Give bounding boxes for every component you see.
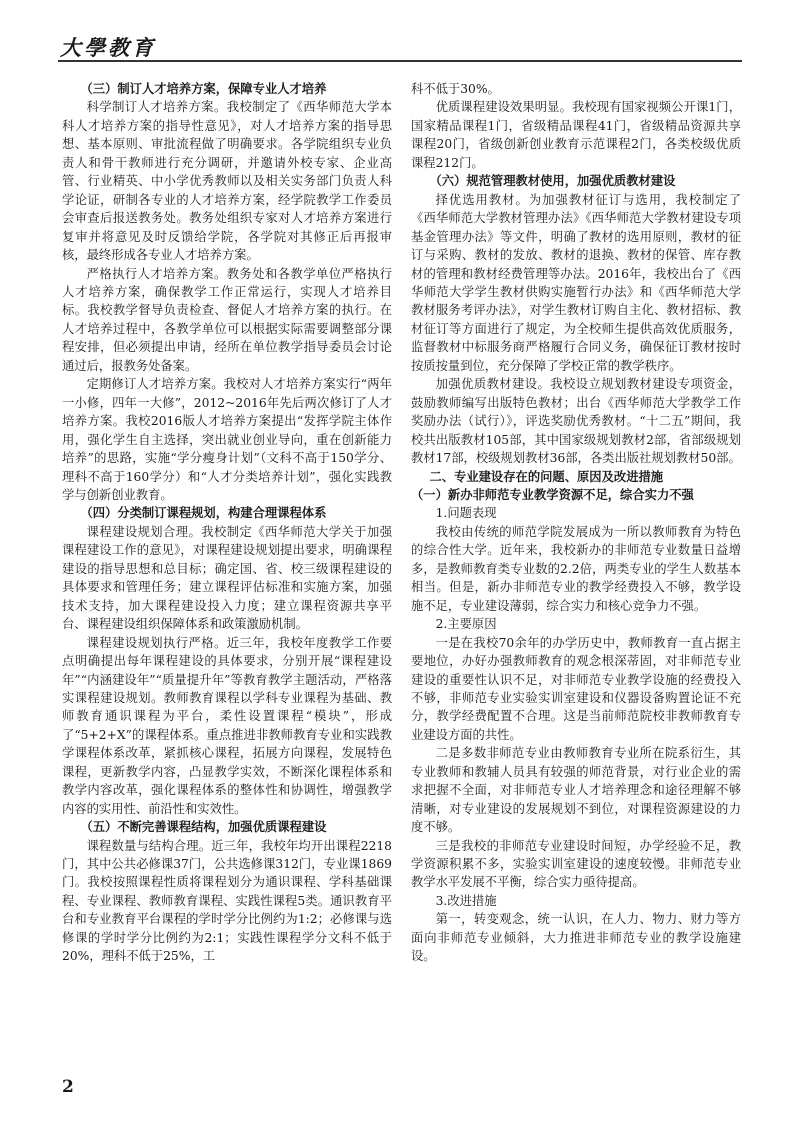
- paragraph-continued: 科不低于30%。: [411, 82, 500, 96]
- paragraph: 我校由传统的师范学院发展成为一所以教师教育为特色的综合性大学。近年来，我校新办的非师范专业数量日益增多，是教师教育类专业数的2.2倍，两类专业的学生人数基本相当。但是，新办非师范专业的教学经费投入不够，教学设施不足，专业建设薄弱，综合实力和核心竞争力不强。: [411, 524, 741, 613]
- page-number: 2: [62, 1077, 74, 1097]
- subsection-heading-1: （一）新办非师范专业教学资源不足，综合实力不强: [411, 486, 694, 502]
- paragraph: 优质课程建设效果明显。我校现有国家视频公开课1门，国家精品课程1门，省级精品课程41门，省级精品资源共享课程20门，省级创新创业教育示范课程2门，各类校级优质课程212门。: [411, 100, 741, 170]
- section-heading-6: （六）规范管理教材使用，加强优质教材建设: [429, 173, 676, 189]
- paragraph: 严格执行人才培养方案。教务处和各教学单位严格执行人才培养方案，确保教学工作正常运行，实现人才培养目标。我校教学督导负责检查、督促人才培养方案的执行。在人才培养过程中，各教学单位可以根据实际需要调整部分课程安排，但必须提出申请，经所在单位教学指导委员会讨论通过后，报教务处备案。: [62, 266, 392, 373]
- paragraph: 课程数量与结构合理。近三年，我校年均开出课程2218门，其中公共必修课37门，公共选修课312门，专业课1869门。我校按照课程性质将课程划分为通识课程、学科基础课程、专业课程、教师教育课程、实践性课程5类。通识教育平台和专业教育平台课程的学时学分比例约为1:2；必修课与选修课的学时学分比例约为2:1；实践性课程学分文科不低于20%，理科不低于25%，工: [62, 838, 392, 964]
- subheading: 3.改进措施: [435, 893, 497, 908]
- section-heading-5: （五）不断完善课程结构，加强优质课程建设: [80, 819, 327, 835]
- section-heading-4: （四）分类制订课程规划，构建合理课程体系: [80, 505, 327, 521]
- paragraph: 课程建设规划执行严格。近三年，我校年度教学工作要点明确提出每年课程建设的具体要求，分别开展“课程建设年”“内涵建设年”“质量提升年”等教育教学主题活动，严格落实课程建设规划。教师教育课程以学科专业课程为基础、教师教育通识课程为平台，柔性设置课程“模块”，形成了“5+2+X”的课程体系。重点推进非教师教育专业和实践教学课程体系改革，紧抓核心课程，拓展方向课程，发展特色课程，更新教学内容，凸显教学实效，不断深化课程体系和教学内容改革，强化课程体系的整体性和协调性，增强教学内容的实用性、前沿性和实效性。: [62, 635, 392, 816]
- paragraph: 科学制订人才培养方案。我校制定了《西华师范大学本科人才培养方案的指导性意见》，对人才培养方案的指导思想、基本原则、审批流程做了明确要求。各学院组织专业负责人和骨干教师进行充分调研，并邀请外校专家、企业高管、行业精英、中小学优秀教师以及相关实务部门负责人科学论证，研制各专业的人才培养方案，经学院教学工作委员会审查后报送教务处。教务处组织专家对人才培养方案进行复审并将意见及时反馈给学院，各学院对其修正后再报审核，最终形成各专业人才培养方案。: [62, 100, 392, 263]
- subheading: 1.问题表现: [435, 506, 497, 521]
- subheading: 2.主要原因: [435, 617, 497, 632]
- right-column: [411, 80, 741, 966]
- running-header: [58, 30, 742, 70]
- chapter-heading-2: 二、专业建设存在的问题、原因及改进措施: [429, 468, 664, 484]
- paragraph: 三是我校的非师范专业建设时间短，办学经验不足，教学资源积累不多，实验实训室建设的速度较慢。非师范专业教学水平发展不平衡，综合实力亟待提高。: [411, 838, 741, 890]
- paragraph: 二是多数非师范专业由教师教育专业所在院系衍生，其专业教师和教辅人员具有较强的师范背景，对行业企业的需求把握不全面，对非师范专业人才培养理念和途径理解不够清晰，对专业建设的发展规划不到位，对课程资源建设的力度不够。: [411, 746, 741, 835]
- paragraph: 课程建设规划合理。我校制定《西华师范大学关于加强课程建设工作的意见》，对课程建设规划提出要求，明确课程建设的指导思想和总目标；确定国、省、校三级课程建设的具体要求和管理任务；建立课程评估标准和实施方案，加强技术支持，加大课程建设投入力度；建立课程资源共享平台、课程建设组织保障体系和政策激励机制。: [62, 524, 392, 632]
- paragraph: 择优选用教材。为加强教材征订与选用，我校制定了《西华师范大学教材管理办法》《西华师范大学教材建设专项基金管理办法》等文件，明确了教材的选用原则，教材的征订与采购、教材的发放、教材的退换、教材的保管、库存教材的管理和教材经费管理等办法。2016年，我校出台了《西华师范大学学生教材供购实施暂行办法》和《西华师范大学教材服务考评办法》，对学生教材订购自主化、教材招标、教材征订等方面进行了规定，为全校师生提供高效优质服务，监督教材中标服务商严格履行合同义务，确保征订教材按时按质按量到位，充分保障了学校正常的教学秩序。: [411, 192, 741, 373]
- paragraph: 第一，转变观念，统一认识，在人力、物力、财力等方面向非师范专业倾斜，大力推进非师范专业的教学设施建设。: [411, 912, 741, 964]
- section-heading-3: （三）制订人才培养方案，保障专业人才培养: [80, 81, 327, 96]
- paragraph: 一是在我校70余年的办学历史中，教师教育一直占据主要地位，办好办强教师教育的观念根深蒂固，对非师范专业建设的重要性认识不足，对非师范专业教学设施的经费投入不够，非师范专业实验实训室建设和仪器设备购置论证不充分，教学经费配置不合理。这是当前师范院校非教师教育专业建设方面的共性。: [411, 635, 741, 742]
- header-rule: [58, 60, 742, 62]
- left-column: [62, 80, 392, 966]
- journal-title: 大學教育: [60, 35, 156, 60]
- paragraph: 定期修订人才培养方案。我校对人才培养方案实行“两年一小修，四年一大修”，2012~2016年先后两次修订了人才培养方案。我校2016版人才培养方案提出“发挥学院主体作用，强化学生自主选择，突出就业创业导向，重在创新能力培养”的思路，实施“学分瘦身计划”（文科不高于150学分、理科不高于160学分）和“人才分类培养计划”，强化实践教学与创新创业教育。: [62, 377, 392, 502]
- paragraph: 加强优质教材建设。我校设立规划教材建设专项资金，鼓励教师编写出版特色教材；出台《西华师范大学教学工作奖励办法（试行）》，评选奖励优秀教材。“十二五”期间，我校共出版教材105部，其中国家级规划教材2部，省部级规划教材17部，校级规划教材36部，各类出版社规划教材50部。: [411, 377, 741, 466]
